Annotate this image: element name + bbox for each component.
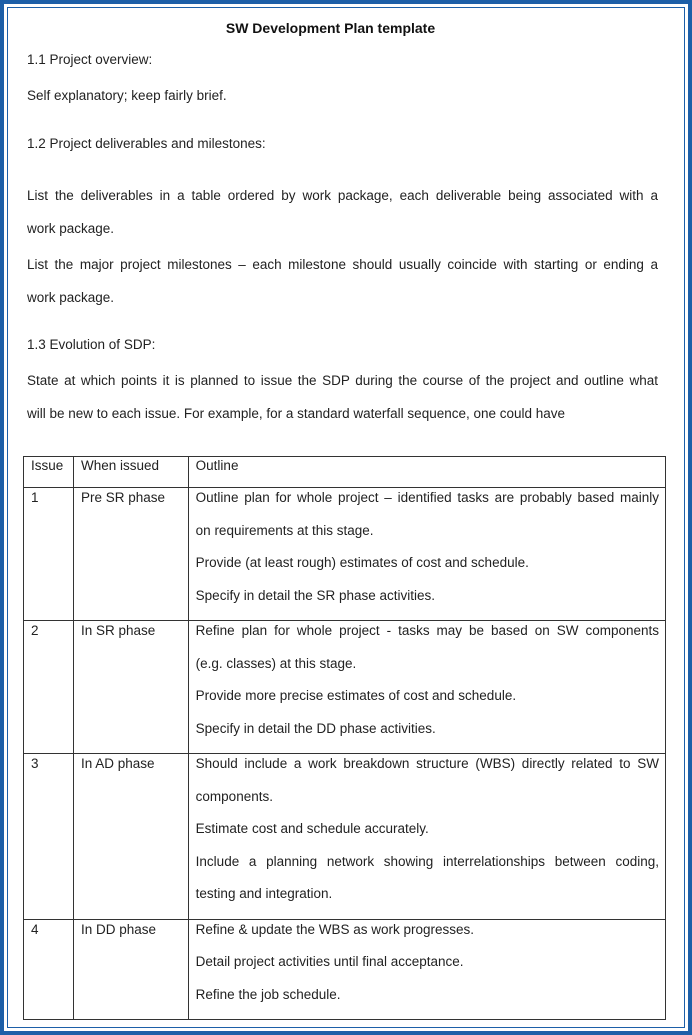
cell-outline <box>188 621 665 754</box>
section-1-3-heading: 1.3 Evolution of SDP: <box>27 337 156 352</box>
section-1-3-para <box>27 364 658 430</box>
cell-when: Pre SR phase <box>73 488 188 621</box>
header-when-issued: When issued <box>73 457 188 488</box>
outline-line: Refine the job schedule. <box>195 986 341 1002</box>
cell-issue: 1 <box>24 488 74 621</box>
outline-line: Provide (at least rough) estimates of cost and schedule. <box>195 555 529 570</box>
section-1-2-para2-line2: work package. <box>27 290 115 305</box>
section-1-2-para1-line2: work package. <box>27 221 115 236</box>
outline-line: testing and integration. <box>195 886 333 901</box>
outline-line: Specify in detail the SR phase activities. <box>195 587 436 603</box>
table-row <box>24 621 666 754</box>
outline-line: Detail project activities until final acceptance. <box>195 954 464 969</box>
outline-line: (e.g. classes) at this stage. <box>195 655 357 671</box>
section-1-1-heading: 1.1 Project overview: <box>27 52 153 67</box>
section-1-3-para-line2: will be new to each issue. For example, for a standard waterfall sequence, one could have <box>27 406 566 421</box>
cell-issue: 4 <box>24 919 74 1020</box>
section-1-1-body: Self explanatory; keep fairly brief. <box>27 88 227 103</box>
outline-line: Specify in detail the DD phase activities. <box>195 720 436 736</box>
table-row <box>24 919 666 1020</box>
cell-when: In SR phase <box>73 621 188 754</box>
outline-line: Outline plan for whole project – identified tasks are probably based mainly <box>195 490 659 505</box>
outline-line: Refine plan for whole project - tasks may be based on SW components <box>195 623 659 638</box>
outline-line: on requirements at this stage. <box>195 522 374 538</box>
sdp-issue-table <box>23 456 666 1020</box>
outline-line: Provide more precise estimates of cost and schedule. <box>195 688 517 703</box>
document-title: SW Development Plan template <box>225 20 436 36</box>
outline-line: components. <box>195 788 273 804</box>
outline-line: Should include a work breakdown structure (WBS) directly related to SW <box>195 756 659 771</box>
cell-when: In DD phase <box>73 919 188 1020</box>
cell-issue: 3 <box>24 754 74 920</box>
section-1-2-para1 <box>27 179 658 245</box>
table-row <box>24 488 666 621</box>
section-1-2-para1-line1: List the deliverables in a table ordered by work package, each deliverable being associated with a <box>27 188 658 203</box>
section-1-2-heading: 1.2 Project deliverables and milestones: <box>27 136 266 151</box>
section-1-3-para-line1: State at which points it is planned to issue the SDP during the course of the project and outline what <box>27 373 658 388</box>
cell-outline <box>188 488 665 621</box>
cell-when: In AD phase <box>73 754 188 920</box>
table-header-row <box>24 457 666 488</box>
section-1-2-para2-line1: List the major project milestones – each milestone should usually coincide with starting or ending a <box>27 257 658 272</box>
header-outline: Outline <box>188 457 665 488</box>
cell-issue: 2 <box>24 621 74 754</box>
table-row <box>24 754 666 920</box>
outline-line: Estimate cost and schedule accurately. <box>195 821 429 836</box>
section-1-2-para2 <box>27 248 658 314</box>
cell-outline <box>188 754 665 920</box>
header-issue: Issue <box>24 457 74 488</box>
outline-line: Include a planning network showing interrelationships between coding, <box>195 853 659 869</box>
outline-line: Refine & update the WBS as work progresses. <box>195 921 475 937</box>
cell-outline <box>188 919 665 1020</box>
